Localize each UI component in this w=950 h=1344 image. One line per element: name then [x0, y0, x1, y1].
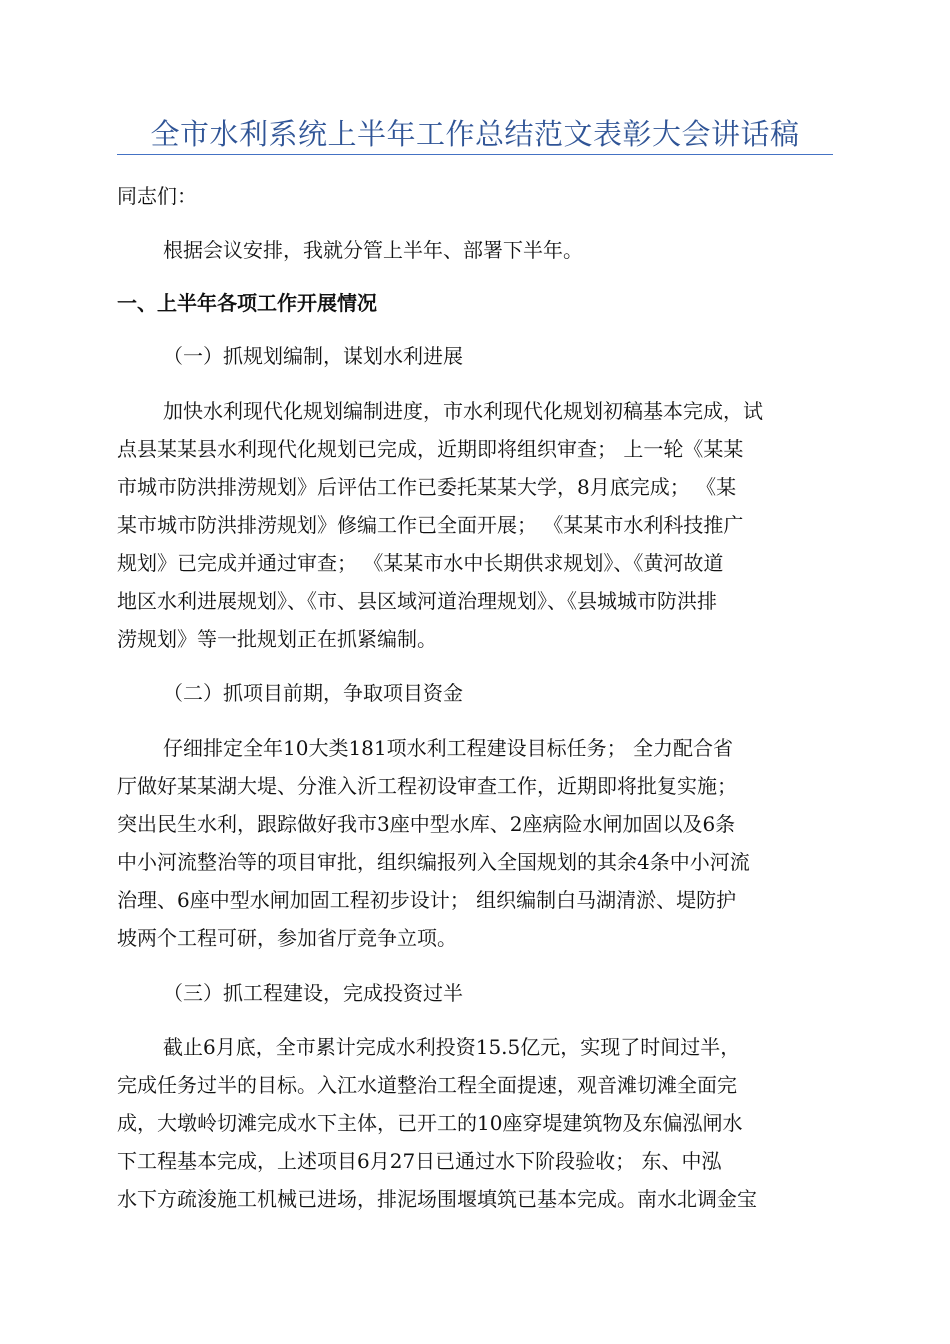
- title-underline: [117, 154, 833, 155]
- paragraph-line: 涝规划》等一批规划正在抓紧编制。: [117, 627, 437, 651]
- subsection-heading-2: （二）抓项目前期，争取项目资金: [163, 681, 463, 705]
- paragraph-line: 加快水利现代化规划编制进度，市水利现代化规划初稿基本完成，试: [163, 399, 763, 423]
- paragraph-line: 截止6月底，全市累计完成水利投资15.5亿元，实现了时间过半，: [163, 1035, 741, 1059]
- paragraph-line: 水下方疏浚施工机械已进场，排泥场围堰填筑已基本完成。南水北调金宝: [117, 1187, 757, 1211]
- paragraph-line: 完成任务过半的目标。入江水道整治工程全面提速，观音滩切滩全面完: [117, 1073, 737, 1097]
- salutation: 同志们：: [117, 184, 197, 208]
- paragraph-line: 突出民生水利，跟踪做好我市3座中型水库、2座病险水闸加固以及6条: [117, 812, 736, 836]
- subsection-heading-1: （一）抓规划编制，谋划水利进展: [163, 344, 463, 368]
- subsection-heading-3: （三）抓工程建设，完成投资过半: [163, 981, 463, 1005]
- document-title: 全市水利系统上半年工作总结范文表彰大会讲话稿: [150, 117, 800, 151]
- paragraph-line: 下工程基本完成，上述项目6月27日已通过水下阶段验收； 东、中泓: [117, 1149, 722, 1173]
- paragraph-line: 中小河流整治等的项目审批，组织编报列入全国规划的其余4条中小河流: [117, 850, 750, 874]
- paragraph-line: 点县某某县水利现代化规划已完成，近期即将组织审查； 上一轮《某某: [117, 437, 744, 461]
- paragraph-line: 治理、6座中型水闸加固工程初步设计； 组织编制白马湖清淤、堤防护: [117, 888, 737, 912]
- paragraph-line: 成，大墩岭切滩完成水下主体，已开工的10座穿堤建筑物及东偏泓闸水: [117, 1111, 743, 1135]
- paragraph-line: 规划》已完成并通过审查； 《某某市水中长期供求规划》、《黄河故道: [117, 551, 724, 575]
- paragraph-line: 地区水利进展规划》、《市、县区域河道治理规划》、《县城城市防洪排: [117, 589, 717, 613]
- paragraph-line: 市城市防洪排涝规划》后评估工作已委托某某大学，8月底完成； 《某: [117, 475, 737, 499]
- paragraph-line: 仔细排定全年10大类181项水利工程建设目标任务； 全力配合省: [163, 736, 733, 760]
- section-heading-1: 一、上半年各项工作开展情况: [117, 291, 377, 315]
- paragraph-line: 厅做好某某湖大堤、分淮入沂工程初设审查工作，近期即将批复实施；: [117, 774, 737, 798]
- intro-paragraph: 根据会议安排，我就分管上半年、部署下半年。: [163, 238, 583, 262]
- paragraph-line: 某市城市防洪排涝规划》修编工作已全面开展； 《某某市水利科技推广: [117, 513, 744, 537]
- paragraph-line: 坡两个工程可研，参加省厅竞争立项。: [117, 926, 457, 950]
